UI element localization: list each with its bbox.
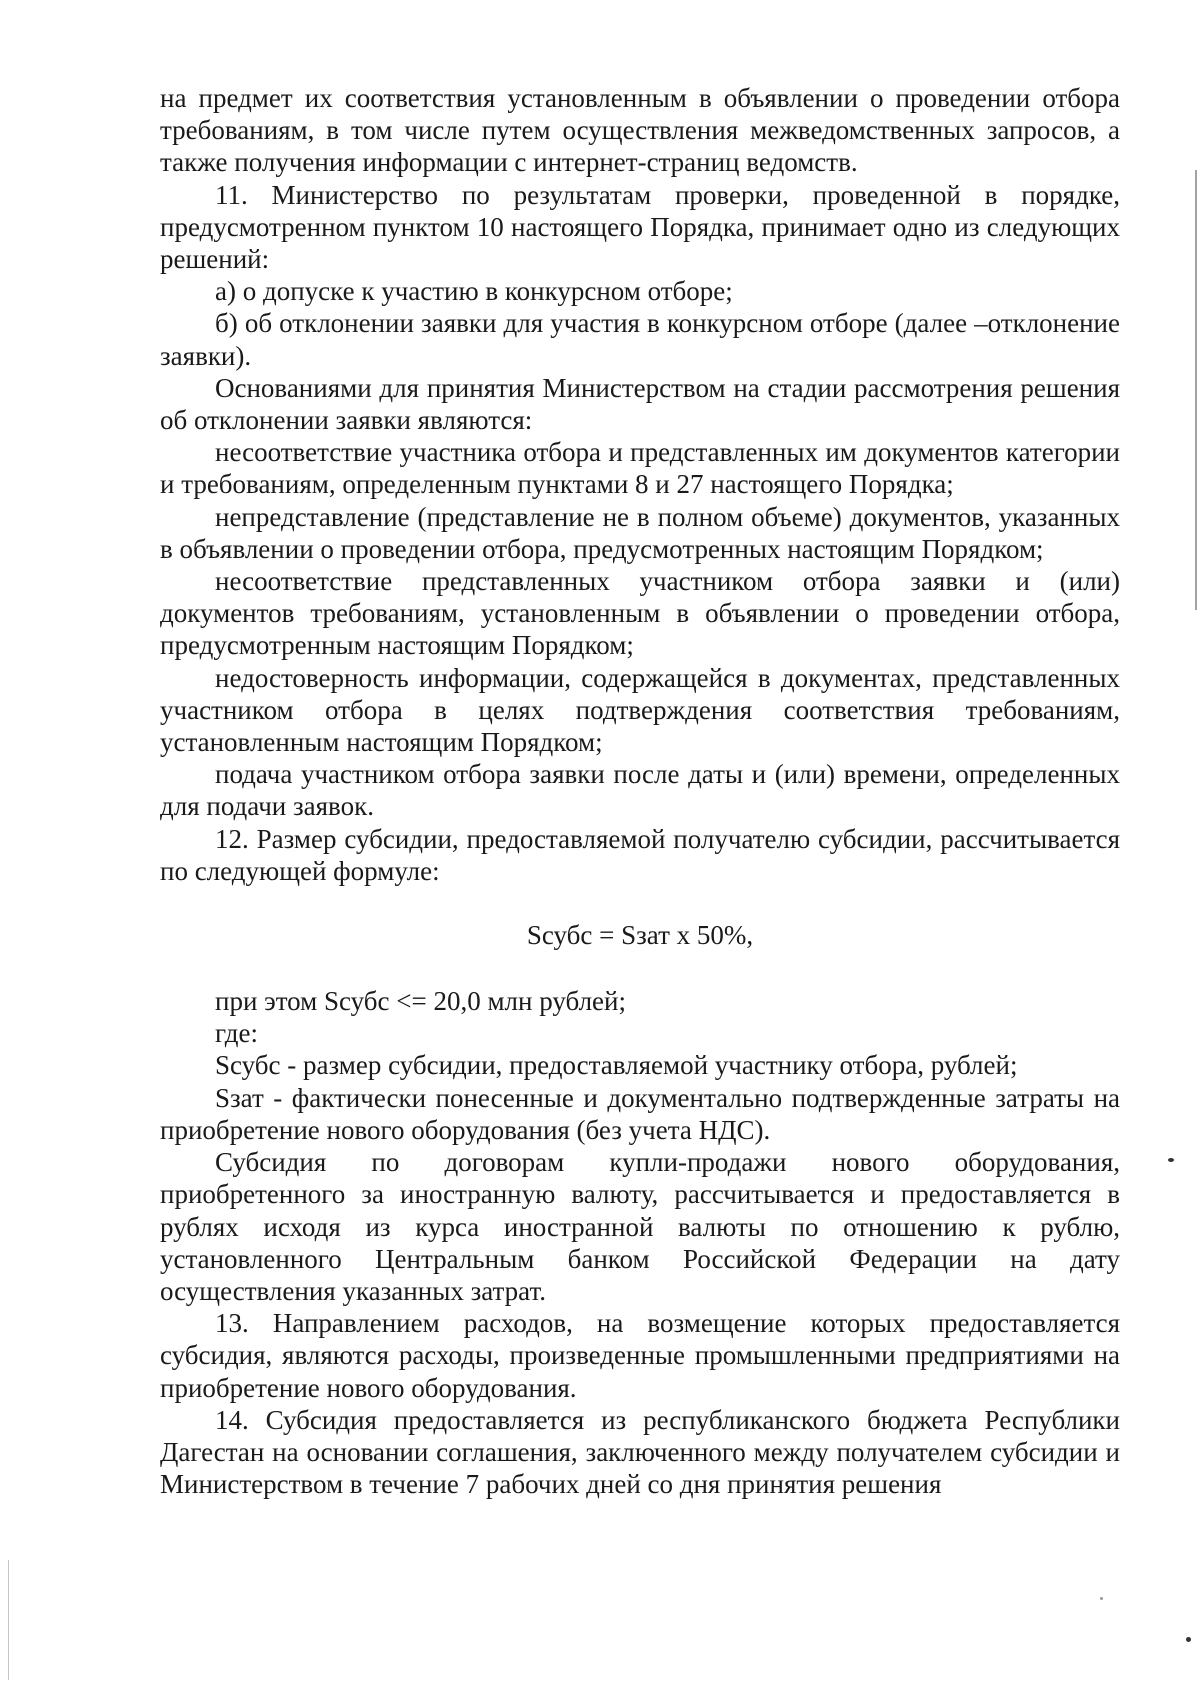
paragraph-ground-unreliability: недостоверность информации, содержащейся в документах, представленных участником отбора в целях подтверждения соответствия требованиям, установленным настоящим Порядком;	[160, 662, 1120, 758]
formula-where: где:	[215, 1018, 258, 1049]
scan-edge-right	[1195, 170, 1197, 610]
formula-definition-szat: Sзат - фактически понесенные и документально подтвержденные затраты на приобретение нового оборудования (без учета НДС).	[160, 1082, 1120, 1145]
paragraph-ground-documents: несоответствие представленных участником отбора заявки и (или) документов требованиям, установленным в объявлении о проведении отбора, предусмотренным настоящим Порядком;	[160, 566, 1120, 661]
paragraph-clause-11: 11. Министерство по результатам проверки, проведенной в порядке, предусмотренном пунктом 10 настоящего Порядка, принимает одно из следующих решений:	[160, 179, 1120, 275]
subsidy-formula: Sсубс = Sзат х 50%,	[526, 920, 754, 951]
scan-speck	[1100, 1597, 1103, 1600]
paragraph-foreign-currency: Субсидия по договорам купли-продажи нового оборудования, приобретенного за иностранную валюту, рассчитывается и предоставляется в рублях исходя из курса иностранной валюты по отношению к рублю, установленного Центральным банком Российской Федерации на дату осуществления указанных затрат.	[160, 1147, 1120, 1306]
paragraph-clause-14: 14. Субсидия предоставляется из республиканского бюджета Республики Дагестан на основании соглашения, заключенного между получателем субсидии и Министерством в течение 7 рабочих дней со дня принятия решения	[160, 1404, 1120, 1500]
paragraph-ground-nonsubmission: непредставление (представление не в полном объеме) документов, указанных в объявлении о проведении отбора, предусмотренных настоящим Порядком;	[160, 501, 1120, 564]
scan-speck	[1168, 1158, 1174, 1162]
paragraph-ground-nonconformity: несоответствие участника отбора и представленных им документов категории и требованиям, определенным пунктами 8 и 27 настоящего Порядка;	[160, 437, 1120, 500]
paragraph-clause-11-b: б) об отклонении заявки для участия в конкурсном отборе (далее –отклонение заявки).	[160, 308, 1120, 371]
formula-definition-ssubs: Sсубс - размер субсидии, предоставляемой участнику отбора, рублей;	[215, 1050, 1018, 1081]
paragraph-rejection-grounds: Основаниями для принятия Министерством на стадии рассмотрения решения об отклонении заявки являются:	[160, 372, 1120, 436]
paragraph-clause-13: 13. Направлением расходов, на возмещение которых предоставляется субсидия, являются расходы, произведенные промышленными предприятиями на приобретение нового оборудования.	[160, 1308, 1120, 1403]
formula-limit: при этом Sсубс <= 20,0 млн рублей;	[215, 986, 626, 1017]
paragraph-ground-late-submission: подача участником отбора заявки после даты и (или) времени, определенных для подачи заявок.	[160, 759, 1120, 822]
document-page	[160, 82, 1120, 1500]
paragraph-review-subject: на предмет их соответствия установленным в объявлении о проведении отбора требованиям, в том числе путем осуществления межведомственных запросов, а также получения информации с интернет-страниц ведомств.	[160, 83, 1120, 178]
paragraph-clause-11-a: а) о допуске к участию в конкурсном отборе;	[215, 276, 733, 307]
scan-speck	[1186, 1637, 1191, 1642]
scan-edge-left	[8, 1560, 9, 1680]
paragraph-clause-12: 12. Размер субсидии, предоставляемой получателю субсидии, рассчитывается по следующей формуле:	[160, 823, 1120, 886]
